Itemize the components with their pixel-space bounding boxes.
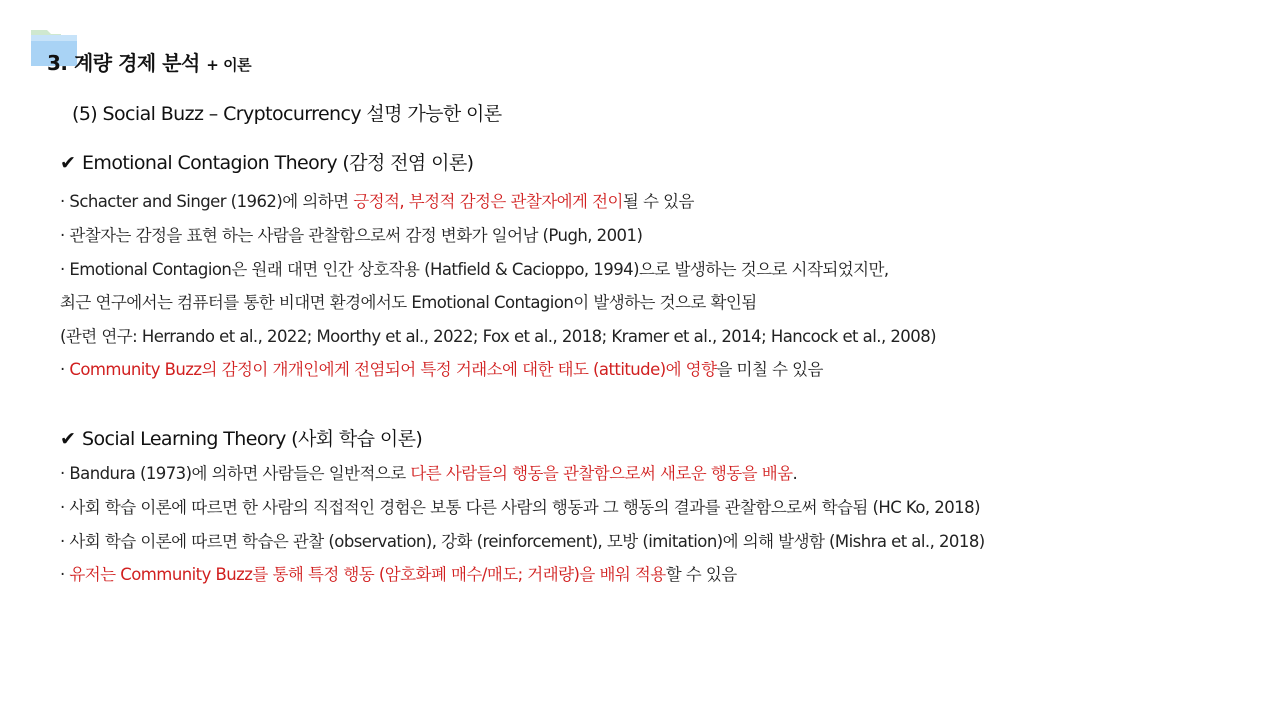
line-text: · 사회 학습 이론에 따르면 학습은 관찰 (observation), 강화 (reinforcement), 모방 (imitation)에 의해 발생함 (Mishra et al., 2018) xyxy=(60,532,985,551)
bullet-line xyxy=(60,189,694,215)
line-text: · 관찰자는 감정을 표현 하는 사람을 관찰함으로써 감정 변화가 일어남 (Pugh, 2001) xyxy=(60,226,643,245)
section-heading-text: Emotional Contagion Theory (감정 전염 이론) xyxy=(82,152,474,174)
line-text: 최근 연구에서는 컴퓨터를 통한 비대면 환경에서도 Emotional Contagion이 발생하는 것으로 확인됨 xyxy=(60,293,757,312)
line-text: 될 수 있음 xyxy=(622,192,694,211)
line-text: · xyxy=(60,360,70,379)
line-text: · Emotional Contagion은 원래 대면 인간 상호작용 (Hatfield & Cacioppo, 1994)으로 발생하는 것으로 시작되었지만, xyxy=(60,260,889,279)
line-text: 을 미칠 수 있음 xyxy=(716,360,823,379)
bullet-line xyxy=(60,290,757,316)
section-heading-text: Social Learning Theory (사회 학습 이론) xyxy=(82,428,423,450)
section-heading xyxy=(60,148,473,178)
section-heading xyxy=(60,424,422,454)
line-text: · Bandura (1973)에 의하면 사람들은 일반적으로 xyxy=(60,464,411,483)
highlight-text: 긍정적, 부정적 감정은 관찰자에게 전이 xyxy=(353,192,623,211)
line-text: · xyxy=(60,565,70,584)
bullet-line xyxy=(60,461,797,487)
bullet-line xyxy=(60,324,936,350)
title-suffix: + 이론 xyxy=(206,56,252,74)
checkmark-icon: ✔ xyxy=(60,428,76,450)
line-text: 할 수 있음 xyxy=(665,565,737,584)
page-subtitle: (5) Social Buzz – Cryptocurrency 설명 가능한 이론 xyxy=(72,103,502,125)
bullet-line xyxy=(60,223,642,249)
line-text: (관련 연구: Herrando et al., 2022; Moorthy et al., 2022; Fox et al., 2018; Kramer et al., 2014; Hancock et al., 2008) xyxy=(60,327,937,346)
bullet-line xyxy=(60,495,980,521)
title-main: 3. 계량 경제 분석 xyxy=(47,51,200,75)
line-text: · Schacter and Singer (1962)에 의하면 xyxy=(60,192,354,211)
bullet-line xyxy=(60,529,985,555)
page-title xyxy=(47,47,251,79)
highlight-text: 다른 사람들의 행동을 관찰함으로써 새로운 행동을 배움 xyxy=(410,464,793,483)
bullet-line xyxy=(60,357,823,383)
line-text: · 사회 학습 이론에 따르면 한 사람의 직접적인 경험은 보통 다른 사람의 행동과 그 행동의 결과를 관찰함으로써 학습됨 (HC Ko, 2018) xyxy=(60,498,980,517)
checkmark-icon: ✔ xyxy=(60,152,76,174)
highlight-text: 유저는 Community Buzz를 통해 특정 행동 (암호화폐 매수/매도; 거래량)을 배워 적용 xyxy=(69,565,666,584)
line-text: . xyxy=(792,464,798,483)
highlight-text: Community Buzz의 감정이 개개인에게 전염되어 특정 거래소에 대한 태도 (attitude)에 영향 xyxy=(69,360,717,379)
bullet-line xyxy=(60,562,737,588)
bullet-line xyxy=(60,257,889,283)
